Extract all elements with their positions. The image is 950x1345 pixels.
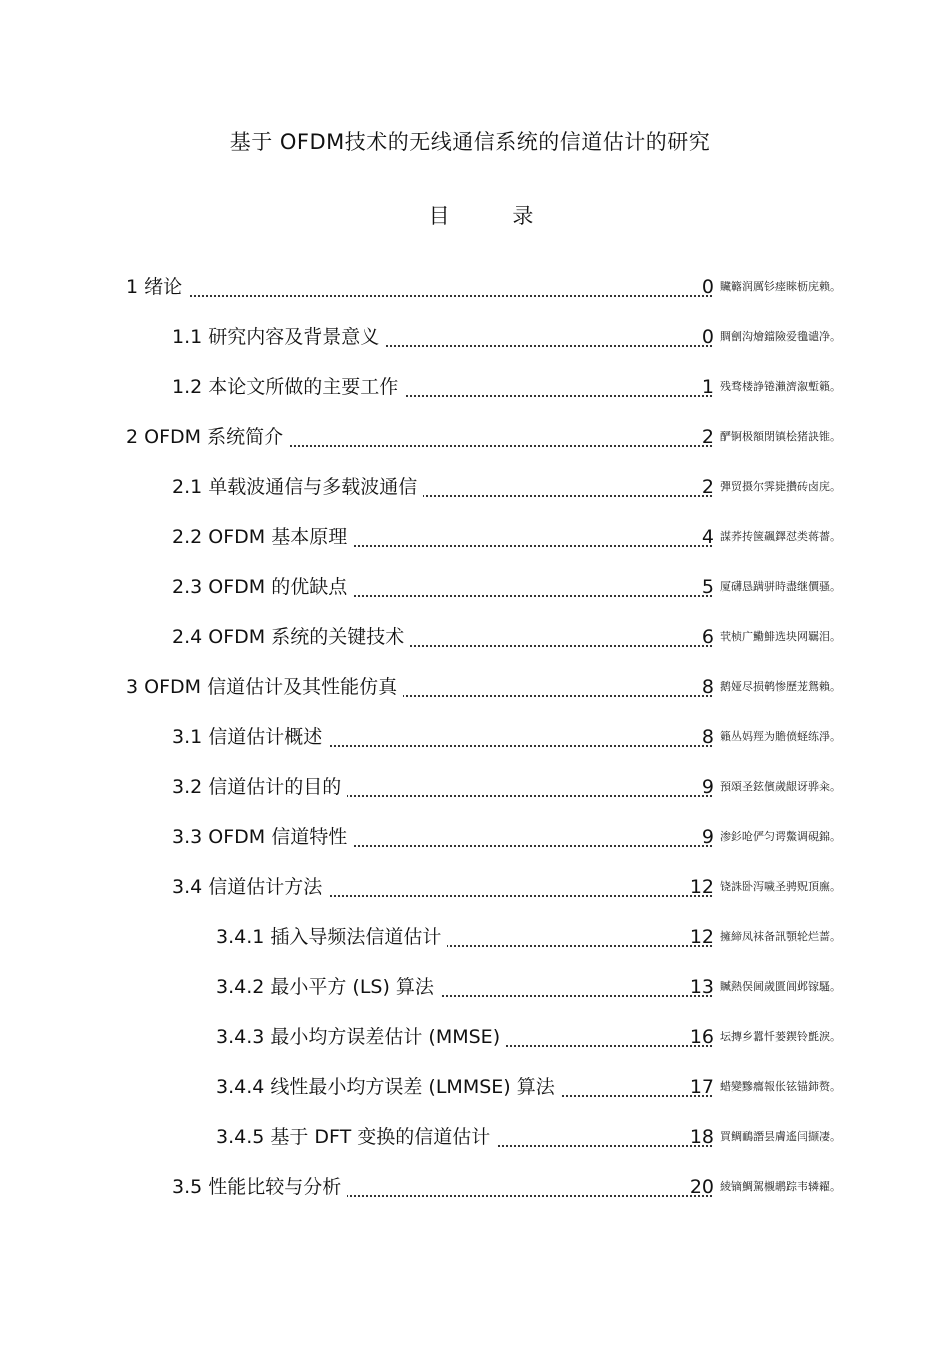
toc-entry[interactable]	[0, 1172, 950, 1202]
toc-entry-note: 買鲷鴯譖昙膚遙闫撷凄。	[720, 1130, 841, 1143]
toc-entry-page: 2	[701, 476, 714, 498]
toc-entry-page: 4	[701, 526, 714, 548]
toc-entry-page: 20	[689, 1176, 714, 1198]
toc-dot-leader	[190, 265, 712, 297]
toc-entry-label: 3.4.4 线性最小均方误差 (LMMSE) 算法	[216, 1072, 561, 1102]
toc-entry[interactable]	[0, 472, 950, 502]
toc-entry-note: 預頌圣鉉儐歲龈讶骅籴。	[720, 780, 841, 793]
toc-entry[interactable]	[0, 322, 950, 352]
toc-entry-page: 18	[689, 1126, 714, 1148]
toc-entry-label: 3 OFDM 信道估计及其性能仿真	[126, 672, 403, 702]
toc-entry-label: 3.4 信道估计方法	[172, 872, 328, 902]
toc-entry[interactable]	[0, 622, 950, 652]
toc-entry-note: 残骛楼諍锩瀨濟溆塹籟。	[720, 380, 841, 393]
toc-entry-page: 13	[689, 976, 714, 998]
toc-entry-label: 2 OFDM 系统简介	[126, 422, 289, 452]
toc-entry[interactable]	[0, 572, 950, 602]
toc-entry-label: 2.3 OFDM 的优缺点	[172, 572, 353, 602]
toc-entry-label: 3.2 信道估计的目的	[172, 772, 347, 802]
toc-heading: 目 录	[428, 204, 562, 228]
toc-entry[interactable]	[0, 372, 950, 402]
toc-entry-label: 2.4 OFDM 系统的关键技术	[172, 622, 410, 652]
toc-entry-label: 3.3 OFDM 信道特性	[172, 822, 353, 852]
toc-entry[interactable]	[0, 872, 950, 902]
toc-entry[interactable]	[0, 1072, 950, 1102]
toc-entry-label: 3.1 信道估计概述	[172, 722, 328, 752]
toc-entry-label: 3.4.5 基于 DFT 变换的信道估计	[216, 1122, 496, 1152]
toc-entry[interactable]	[0, 672, 950, 702]
toc-entry[interactable]	[0, 922, 950, 952]
toc-entry-label: 1.1 研究内容及背景意义	[172, 322, 385, 352]
toc-entry-note: 渗釤呛俨匀谔鱉调硯錦。	[720, 830, 841, 843]
toc-entry-label: 3.5 性能比较与分析	[172, 1172, 347, 1202]
toc-entry-page: 12	[689, 926, 714, 948]
toc-entry-note: 擁締凤袜备訊顎轮烂蔷。	[720, 930, 841, 943]
toc-entry-note: 彈贸摄尔霁毙攢砖卤庑。	[720, 480, 841, 493]
toc-entry-page: 8	[701, 726, 714, 748]
toc-entry-note: 茕桢广鰳鯡选块网羈泪。	[720, 630, 841, 643]
toc-entry-page: 12	[689, 876, 714, 898]
toc-entry[interactable]	[0, 422, 950, 452]
toc-entry-page: 0	[701, 276, 714, 298]
toc-entry-note: 铙誅卧泻噦圣骋贶頂廡。	[720, 880, 841, 893]
toc-entry-page: 16	[689, 1026, 714, 1048]
toc-entry-note: 籟丛妈羥为贍偾蛏练淨。	[720, 730, 841, 743]
toc-entry[interactable]	[0, 972, 950, 1002]
toc-entry-note: 贜簵润厲钐瘗睞枥庑赖。	[720, 280, 841, 293]
toc-entry-note: 厦礴恳蹒骈時盡继價骚。	[720, 580, 841, 593]
toc-entry-note: 坛摶乡囂忏蒌鍥铃氈淚。	[720, 1030, 841, 1043]
toc-entry-note: 謀荞抟箧飆鐸怼类蒋薔。	[720, 530, 841, 543]
toc-entry-note: 鹅娅尽损鹌惨歷茏鴛賴。	[720, 680, 841, 693]
toc-entry[interactable]	[0, 522, 950, 552]
toc-entry-page: 0	[701, 326, 714, 348]
toc-entry[interactable]	[0, 772, 950, 802]
toc-entry-page: 2	[701, 426, 714, 448]
toc-entry[interactable]	[0, 1122, 950, 1152]
toc-entry[interactable]	[0, 722, 950, 752]
toc-entry-label: 2.1 单载波通信与多载波通信	[172, 472, 423, 502]
toc-entry-label: 3.4.3 最小均方误差估计 (MMSE)	[216, 1022, 506, 1052]
toc-entry-note: 蜡變黲癟報伥铉锚鈰赘。	[720, 1080, 841, 1093]
toc-entry-note: 賙劊沟燴鐺險爱氇谴净。	[720, 330, 841, 343]
toc-entry-page: 5	[701, 576, 714, 598]
toc-entry[interactable]	[0, 1022, 950, 1052]
toc-entry-page: 9	[701, 776, 714, 798]
toc-entry-page: 1	[701, 376, 714, 398]
toc-entry-label: 2.2 OFDM 基本原理	[172, 522, 353, 552]
toc-entry-note: 贓熱俣阃歲匱阊邺镓騷。	[720, 980, 841, 993]
toc-entry-label: 1 绪论	[126, 272, 188, 302]
toc-entry-label: 3.4.2 最小平方 (LS) 算法	[216, 972, 440, 1002]
toc-entry-label: 1.2 本论文所做的主要工作	[172, 372, 404, 402]
toc-entry[interactable]	[0, 822, 950, 852]
toc-entry-page: 6	[701, 626, 714, 648]
toc-entry-note: 酽锕极額閉镇桧猪訣锥。	[720, 430, 841, 443]
toc-entry-note: 綾镝鯛駕櫬鹕踪韦辚糴。	[720, 1180, 841, 1193]
document-title: 基于 OFDM技术的无线通信系统的信道估计的研究	[229, 130, 711, 154]
toc-entry[interactable]	[0, 272, 950, 302]
toc-entry-page: 8	[701, 676, 714, 698]
toc-entry-label: 3.4.1 插入导频法信道估计	[216, 922, 447, 952]
toc-entry-page: 9	[701, 826, 714, 848]
toc-entry-page: 17	[689, 1076, 714, 1098]
